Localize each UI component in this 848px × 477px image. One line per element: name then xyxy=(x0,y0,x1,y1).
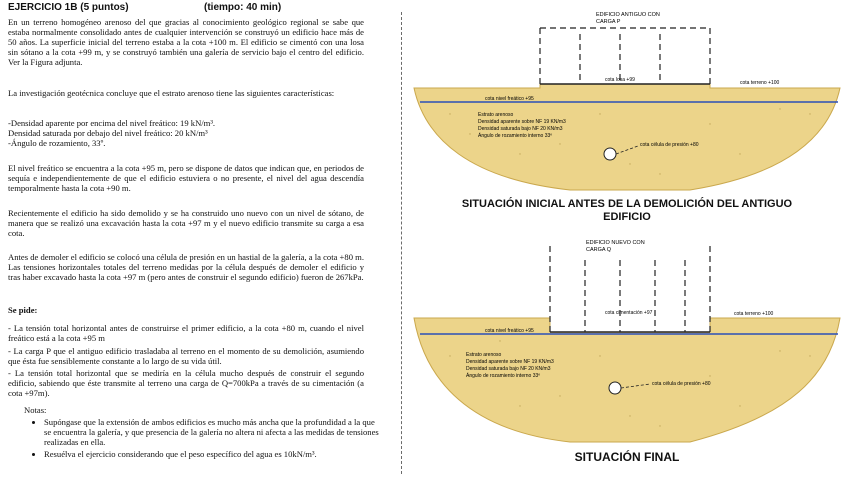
se-pide-heading: Se pide: xyxy=(8,305,38,315)
notes-list xyxy=(22,417,384,461)
figure-final-drawing xyxy=(410,236,844,446)
label-cota-losa: cota losa +99 xyxy=(605,77,635,83)
label-estrato: Estrato arenoso xyxy=(478,112,514,118)
gallery-cell xyxy=(609,382,621,394)
exercise-title: EJERCICIO 1B (5 puntos) xyxy=(8,2,129,13)
notes-heading: Notas: xyxy=(24,405,47,415)
sand-stratum xyxy=(414,318,840,442)
label-celula: cota célula de presión +80 xyxy=(640,142,699,148)
old-building-label-2: CARGA P xyxy=(596,19,621,25)
caption-final: SITUACIÓN FINAL xyxy=(574,450,680,464)
paragraph-4: Recientemente el edificio ha sido demolido y se ha construido uno nuevo con un nivel de sótano, de manera que se realizó una excavación hasta la cota +97 m y el nuevo edificio transmite su carga a esa cota. xyxy=(8,208,364,238)
label-dens-saturada: Densidad saturada bajo NF 20 KN/m3 xyxy=(478,126,563,132)
label-angulo: Ángulo de rozamiento interno 33º xyxy=(466,373,541,379)
figure-initial xyxy=(410,4,844,226)
label-nivel-freatico: cota nivel freático +95 xyxy=(485,96,534,102)
label-dens-aparente: Densidad aparente sobre NF 19 KN/m3 xyxy=(466,359,554,365)
gallery-cell xyxy=(604,148,616,160)
label-nivel-freatico: cota nivel freático +95 xyxy=(485,328,534,334)
caption-initial-2: EDIFICIO xyxy=(603,211,651,223)
label-cota-cimentacion: cota cimentación +97 xyxy=(605,310,653,316)
label-cota-terreno: cota terreno +100 xyxy=(734,311,774,317)
new-building xyxy=(550,246,710,332)
paragraph-1: En un terreno homogéneo arenoso del que gracias al conocimiento geológico regional se sabe que estaba normalmente consolidado antes de cualquier intervención se construyó un edificio hace más de 50 años. La superficie inicial del terreno estaba a la cota +100 m. El edificio se cimentó con una losa sin sótano a la cota +99 m, y se construyó también una galería de servicio bajo el centro del edificio. Ver la Figura adjunta. xyxy=(8,17,364,67)
question-3: - La tensión total horizontal que se mediría en la célula mucho después de construir el segundo edificio, sabiendo que éste transmite al terreno una carga de Q=700kPa a través de su cimentación (a cota +97m). xyxy=(8,368,364,398)
problem-statement xyxy=(6,0,379,477)
old-building xyxy=(540,28,710,84)
label-estrato: Estrato arenoso xyxy=(466,352,502,358)
label-celula: cota célula de presión +80 xyxy=(652,381,711,387)
property-friction-angle: -Ángulo de rozamiento, 33º. xyxy=(8,138,106,148)
paragraph-2: La investigación geotécnica concluye que el estrato arenoso tiene las siguientes características: xyxy=(8,88,335,98)
column-divider xyxy=(401,12,402,474)
property-density-below: Densidad saturada por debajo del nivel freático: 20 kN/m³ xyxy=(8,128,208,138)
figure-initial-drawing xyxy=(410,4,844,194)
label-cota-terreno: cota terreno +100 xyxy=(740,80,780,86)
exercise-time: (tiempo: 40 min) xyxy=(204,2,282,13)
note-item: • Resuélva el ejercicio considerando que el peso específico del agua es 10kN/m³. xyxy=(44,449,384,459)
new-building-label-2: CARGA Q xyxy=(586,247,612,253)
caption-initial-1: SITUACIÓN INICIAL ANTES DE LA DEMOLICIÓN DEL ANTIGUO xyxy=(461,198,793,210)
label-angulo: Ángulo de rozamiento interno 33º xyxy=(478,133,553,139)
exercise-header xyxy=(8,2,364,13)
label-dens-saturada: Densidad saturada bajo NF 20 KN/m3 xyxy=(466,366,551,372)
label-dens-aparente: Densidad aparente sobre NF 19 KN/m3 xyxy=(478,119,566,125)
new-building-label-1: EDIFICIO NUEVO CON xyxy=(586,240,645,246)
property-density-above: -Densidad aparente por encima del nivel freático: 19 kN/m³. xyxy=(8,118,216,128)
note-item: • Supóngase que la extensión de ambos edificios es mucho más ancha que la profundidad a la que se encuentra la galería, y que presencia de la galería no altera ni afecta a las medidas de tensiones realizadas en ella. xyxy=(44,417,384,447)
paragraph-3: El nivel freático se encuentra a la cota +95 m, pero se dispone de datos que indican que, en periodos de sequía e independientemente de que el edificio estuviera o no presente, el nivel del agua descendía temporalmente hasta la cota +90 m. xyxy=(8,163,364,193)
paragraph-5: Antes de demoler el edificio se colocó una célula de presión en un hastial de la galería, a la cota +80 m. Las tensiones horizontales totales del terreno medidas por la célula después de demoler el edificio y tras haber excavado hasta la cota +97 m (pero antes de construir el segundo edificio) fueron de 267kPa. xyxy=(8,252,364,282)
old-building-label-1: EDIFICIO ANTIGUO CON xyxy=(596,12,660,18)
question-2: - La carga P que el antiguo edificio trasladaba al terreno en el momento de su demolición, asumiendo que ésta fue sensiblemente constante a lo largo de su vida útil. xyxy=(8,346,364,366)
figure-final xyxy=(410,236,844,476)
question-1: - La tensión total horizontal antes de construirse el primer edificio, a la cota +80 m, cuando el nivel freático está a la cota +95 m xyxy=(8,323,364,343)
